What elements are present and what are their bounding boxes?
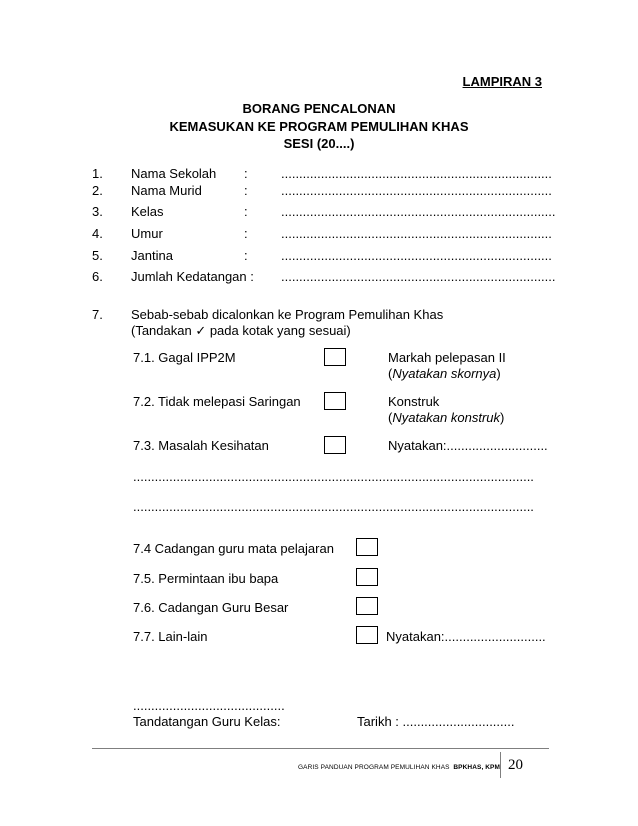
checkbox-7-3[interactable]: [324, 436, 346, 454]
reason-label-7-6: 7.6. Cadangan Guru Besar: [133, 600, 289, 615]
field-colon: :: [244, 166, 248, 181]
section-heading: Sebab-sebab dicalonkan ke Program Pemulihan Khas: [131, 307, 444, 322]
checkbox-7-7[interactable]: [356, 626, 378, 644]
reason-label-7-3: 7.3. Masalah Kesihatan: [133, 438, 269, 453]
reason-note: Markah pelepasan II: [388, 350, 506, 365]
field-label: Umur: [131, 226, 163, 241]
fill-in-line[interactable]: ...........................................................................: [281, 183, 552, 198]
reason-label-7-1: 7.1. Gagal IPP2M: [133, 350, 236, 365]
reason-note-hint: (Nyatakan skornya): [388, 366, 501, 381]
page-number: 20: [508, 757, 523, 773]
field-label: Kelas: [131, 204, 164, 219]
section-number: 7.: [92, 307, 103, 322]
checkbox-7-2[interactable]: [324, 392, 346, 410]
fill-in-line[interactable]: ...............................................................................................................: [133, 499, 534, 514]
field-colon: :: [244, 204, 248, 219]
signature-label: Tandatangan Guru Kelas:: [133, 714, 281, 729]
field-number: 4.: [92, 226, 103, 241]
fill-in-line[interactable]: ............................................................................: [281, 204, 556, 219]
fill-in-line[interactable]: ...........................................................................: [281, 248, 552, 263]
reason-note: Konstruk: [388, 394, 440, 409]
footer-text: GARIS PANDUAN PROGRAM PEMULIHAN KHAS BPKHAS, KPM: [298, 764, 500, 771]
field-colon: :: [244, 226, 248, 241]
field-label: Nama Sekolah: [131, 166, 217, 181]
fill-in-line[interactable]: ............................................................................: [281, 269, 556, 284]
section-instruction: (Tandakan ✓ pada kotak yang sesuai): [131, 323, 351, 338]
footer-divider: [92, 748, 549, 749]
checkbox-7-4[interactable]: [356, 538, 378, 556]
fill-in-line[interactable]: Nyatakan:............................: [386, 629, 546, 644]
reason-label-7-4: 7.4 Cadangan guru mata pelajaran: [133, 541, 334, 556]
reason-label-7-5: 7.5. Permintaan ibu bapa: [133, 571, 279, 586]
page-number-divider: [500, 752, 501, 778]
field-colon: :: [244, 248, 248, 263]
field-number: 1.: [92, 166, 103, 181]
form-session: SESI (20....): [283, 136, 355, 151]
checkbox-7-6[interactable]: [356, 597, 378, 615]
form-title: BORANG PENCALONAN: [242, 101, 396, 116]
field-label: Jumlah Kedatangan :: [131, 269, 254, 284]
field-label: Jantina: [131, 248, 173, 263]
fill-in-line[interactable]: ...............................................................................................................: [133, 469, 534, 484]
form-subtitle: KEMASUKAN KE PROGRAM PEMULIHAN KHAS: [169, 119, 469, 134]
field-number: 5.: [92, 248, 103, 263]
field-colon: :: [244, 183, 248, 198]
field-label: Nama Murid: [131, 183, 202, 198]
field-number: 3.: [92, 204, 103, 219]
fill-in-line[interactable]: Nyatakan:............................: [388, 438, 548, 453]
signature-line[interactable]: ..........................................: [133, 698, 285, 713]
reason-label-7-7: 7.7. Lain-lain: [133, 629, 208, 644]
field-number: 2.: [92, 183, 103, 198]
checkbox-7-1[interactable]: [324, 348, 346, 366]
date-field[interactable]: Tarikh : ...............................: [357, 714, 515, 729]
fill-in-line[interactable]: ...........................................................................: [281, 166, 552, 181]
field-number: 6.: [92, 269, 103, 284]
reason-label-7-2: 7.2. Tidak melepasi Saringan: [133, 394, 301, 409]
appendix-label: LAMPIRAN 3: [462, 74, 542, 89]
fill-in-line[interactable]: ...........................................................................: [281, 226, 552, 241]
checkbox-7-5[interactable]: [356, 568, 378, 586]
reason-note-hint: (Nyatakan konstruk): [388, 410, 505, 425]
